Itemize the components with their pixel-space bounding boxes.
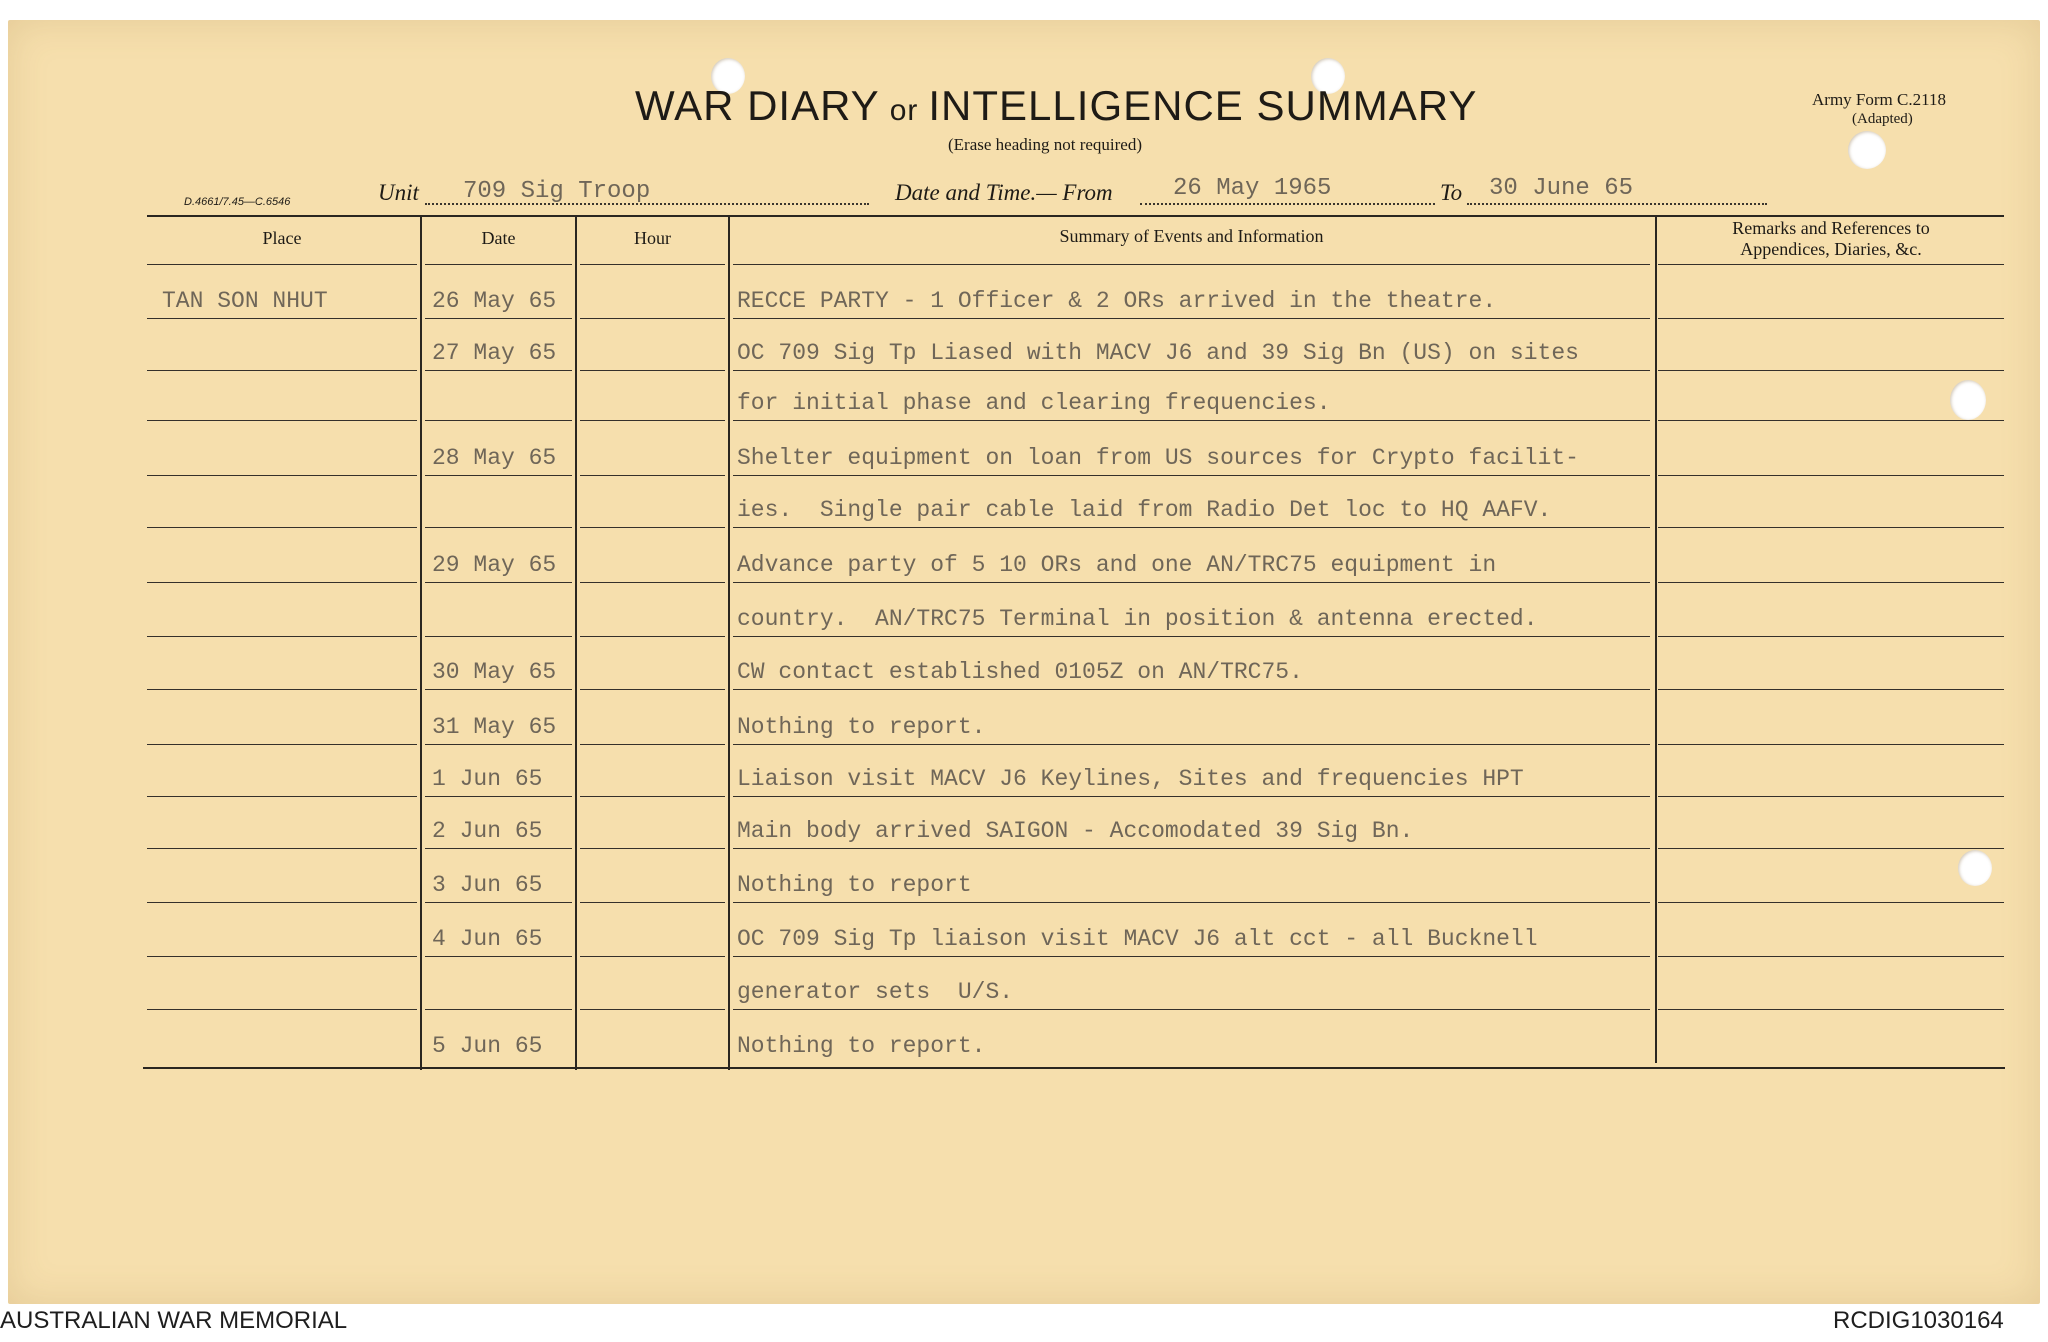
row-rule xyxy=(580,848,725,849)
row-date: 3 Jun 65 xyxy=(432,872,543,898)
row-rule xyxy=(425,420,572,421)
header-underline-place xyxy=(147,264,417,265)
row-place: TAN SON NHUT xyxy=(162,288,328,314)
row-rule xyxy=(1658,744,2004,745)
row-summary: CW contact established 0105Z on AN/TRC75. xyxy=(737,659,1303,685)
row-rule xyxy=(147,796,417,797)
remarks-header-line2: Appendices, Diaries, &c. xyxy=(1740,239,1922,259)
header-underline-remarks xyxy=(1658,264,2004,265)
header-underline-date xyxy=(425,264,572,265)
row-rule xyxy=(580,956,725,957)
army-form-number: Army Form C.2118 xyxy=(1812,90,1946,109)
row-rule xyxy=(733,370,1650,371)
col-header-place: Place xyxy=(262,228,302,248)
row-rule xyxy=(425,582,572,583)
row-summary: country. AN/TRC75 Terminal in position & antenna erected. xyxy=(737,606,1538,632)
to-date-value: 30 June 65 xyxy=(1489,175,1634,202)
table-top-border xyxy=(147,215,2004,217)
row-rule xyxy=(147,527,417,528)
form-code: D.4661/7.45—C.6546 xyxy=(184,196,291,208)
row-rule xyxy=(733,744,1650,745)
row-rule xyxy=(733,636,1650,637)
row-rule xyxy=(147,318,417,319)
row-date: 28 May 65 xyxy=(432,445,557,471)
row-rule xyxy=(1658,420,2004,421)
row-summary: Nothing to report xyxy=(737,872,972,898)
row-rule xyxy=(733,689,1650,690)
from-underline xyxy=(1140,203,1435,205)
row-date: 31 May 65 xyxy=(432,714,557,740)
row-rule xyxy=(147,582,417,583)
row-rule xyxy=(580,318,725,319)
from-date-value: 26 May 1965 xyxy=(1173,175,1332,202)
row-rule xyxy=(580,1009,725,1010)
row-rule xyxy=(425,527,572,528)
row-rule xyxy=(425,370,572,371)
row-rule xyxy=(425,1009,572,1010)
header-underline-summary xyxy=(733,264,1650,265)
row-rule xyxy=(733,848,1650,849)
row-date: 2 Jun 65 xyxy=(432,818,543,844)
title-intelligence-summary: INTELLIGENCE SUMMARY xyxy=(928,82,1478,129)
row-rule xyxy=(1658,796,2004,797)
row-summary: generator sets U/S. xyxy=(737,979,1014,1005)
row-rule xyxy=(1658,527,2004,528)
date-time-label: Date and Time.— From xyxy=(895,180,1113,205)
row-rule xyxy=(147,744,417,745)
row-rule xyxy=(580,902,725,903)
row-date: 5 Jun 65 xyxy=(432,1033,543,1059)
col-header-date: Date xyxy=(481,228,516,248)
row-summary: OC 709 Sig Tp Liased with MACV J6 and 39 Sig Bn (US) on sites xyxy=(737,340,1579,366)
document-subtitle: (Erase heading not required) xyxy=(948,135,1142,154)
row-summary: Liaison visit MACV J6 Keylines, Sites and frequencies HPT xyxy=(737,766,1524,792)
row-rule xyxy=(733,1009,1650,1010)
row-rule xyxy=(1658,370,2004,371)
row-rule xyxy=(425,318,572,319)
row-date: 27 May 65 xyxy=(432,340,557,366)
col-header-summary: Summary of Events and Information xyxy=(1059,226,1324,246)
document-title xyxy=(635,82,1477,130)
row-rule xyxy=(147,370,417,371)
row-rule xyxy=(1658,1009,2004,1010)
row-rule xyxy=(580,475,725,476)
col-header-remarks xyxy=(1658,218,2004,260)
row-summary: Shelter equipment on loan from US sources for Crypto facilit- xyxy=(737,445,1579,471)
title-or: or xyxy=(889,94,919,127)
punch-hole xyxy=(1958,850,1992,886)
row-summary: Main body arrived SAIGON - Accomodated 39 Sig Bn. xyxy=(737,818,1414,844)
row-rule xyxy=(1658,636,2004,637)
row-summary: Nothing to report. xyxy=(737,1033,986,1059)
row-rule xyxy=(1658,318,2004,319)
row-date: 1 Jun 65 xyxy=(432,766,543,792)
row-rule xyxy=(580,582,725,583)
row-rule xyxy=(580,689,725,690)
remarks-header-line1: Remarks and References to xyxy=(1732,218,1930,238)
row-rule xyxy=(733,475,1650,476)
column-divider xyxy=(420,215,422,1070)
row-date: 30 May 65 xyxy=(432,659,557,685)
row-rule xyxy=(1658,582,2004,583)
row-rule xyxy=(1658,475,2004,476)
adapted-note: (Adapted) xyxy=(1852,111,1913,127)
row-rule xyxy=(733,318,1650,319)
row-rule xyxy=(425,796,572,797)
column-divider xyxy=(1655,215,1657,1063)
row-rule xyxy=(425,475,572,476)
row-rule xyxy=(425,902,572,903)
punch-hole xyxy=(1950,380,1986,420)
row-rule xyxy=(580,796,725,797)
row-rule xyxy=(147,475,417,476)
row-rule xyxy=(580,420,725,421)
to-label: To xyxy=(1440,180,1463,205)
unit-underline xyxy=(425,203,869,205)
row-rule xyxy=(580,527,725,528)
title-war-diary: WAR DIARY xyxy=(635,82,880,129)
row-rule xyxy=(147,956,417,957)
row-rule xyxy=(147,848,417,849)
unit-value: 709 Sig Troop xyxy=(463,178,651,205)
row-date: 26 May 65 xyxy=(432,288,557,314)
row-rule xyxy=(425,636,572,637)
row-rule xyxy=(147,636,417,637)
row-rule xyxy=(425,689,572,690)
row-rule xyxy=(147,902,417,903)
to-underline xyxy=(1467,203,1767,205)
row-rule xyxy=(733,956,1650,957)
row-date: 29 May 65 xyxy=(432,552,557,578)
row-summary: RECCE PARTY - 1 Officer & 2 ORs arrived in the theatre. xyxy=(737,288,1497,314)
row-rule xyxy=(147,420,417,421)
row-summary: OC 709 Sig Tp liaison visit MACV J6 alt cct - all Bucknell xyxy=(737,926,1538,952)
row-rule xyxy=(580,744,725,745)
row-rule xyxy=(733,420,1650,421)
row-rule xyxy=(1658,956,2004,957)
row-rule xyxy=(425,848,572,849)
row-rule xyxy=(1658,689,2004,690)
row-summary: Advance party of 5 10 ORs and one AN/TRC75 equipment in xyxy=(737,552,1497,578)
row-rule xyxy=(425,744,572,745)
row-rule xyxy=(147,689,417,690)
punch-hole xyxy=(1848,131,1886,169)
header-underline-hour xyxy=(580,264,725,265)
row-rule xyxy=(733,527,1650,528)
row-rule xyxy=(580,636,725,637)
row-rule xyxy=(733,902,1650,903)
row-rule xyxy=(1658,902,2004,903)
footer-archive-name: AUSTRALIAN WAR MEMORIAL xyxy=(0,1307,348,1334)
column-divider xyxy=(575,215,577,1070)
unit-label: Unit xyxy=(378,180,419,205)
row-rule xyxy=(733,582,1650,583)
row-rule xyxy=(1658,848,2004,849)
row-summary: for initial phase and clearing frequencies. xyxy=(737,390,1331,416)
column-divider xyxy=(728,215,730,1070)
table-bottom-border xyxy=(143,1067,2005,1069)
row-date: 4 Jun 65 xyxy=(432,926,543,952)
col-header-hour: Hour xyxy=(634,228,671,248)
row-rule xyxy=(147,1009,417,1010)
row-rule xyxy=(733,796,1650,797)
row-summary: Nothing to report. xyxy=(737,714,986,740)
row-rule xyxy=(580,370,725,371)
row-summary: ies. Single pair cable laid from Radio Det loc to HQ AAFV. xyxy=(737,497,1552,523)
row-rule xyxy=(425,956,572,957)
footer-record-id: RCDIG1030164 xyxy=(1833,1307,2004,1334)
